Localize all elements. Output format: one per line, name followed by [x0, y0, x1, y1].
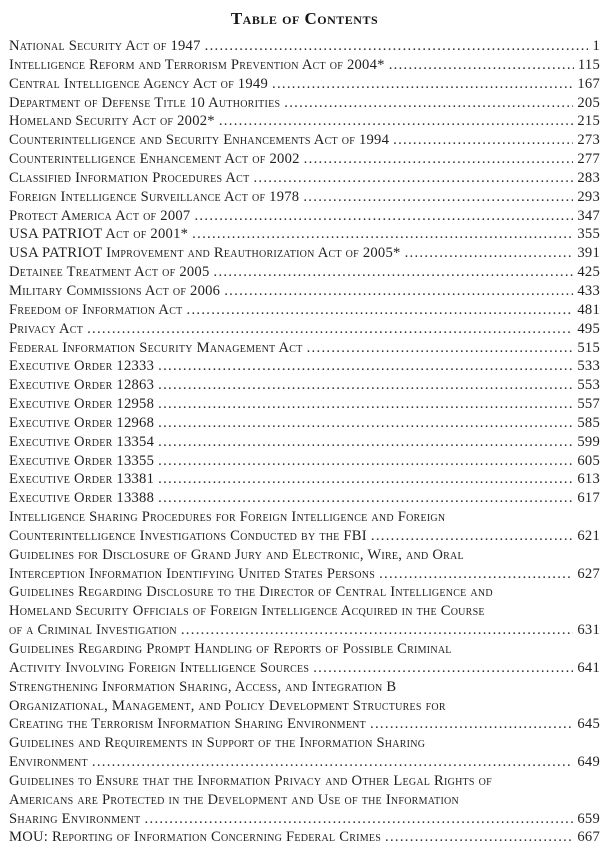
dot-leader [272, 75, 573, 94]
toc-entry [9, 470, 600, 489]
dot-leader [219, 112, 574, 131]
toc-page-number: 557 [577, 396, 600, 413]
dot-leader [370, 715, 573, 734]
toc-entry [9, 207, 600, 226]
dot-leader [284, 94, 573, 113]
toc-entry-line [9, 94, 600, 113]
toc-page-number: 641 [577, 659, 600, 676]
toc-entry [9, 508, 600, 546]
toc-page-number: 273 [577, 132, 600, 149]
toc-entry [9, 546, 600, 584]
dot-leader [253, 169, 573, 188]
toc-entry-line: Guidelines to Ensure that the Information Privacy and Other Legal Rights of [9, 772, 492, 789]
toc-entry-line [9, 433, 600, 452]
toc-entry-line [9, 37, 600, 56]
dot-leader [205, 37, 589, 56]
toc-entry-line [9, 339, 600, 358]
toc-entry [9, 489, 600, 508]
toc-entry-title: Homeland Security Act of 2002* [9, 113, 215, 130]
toc-entry [9, 640, 600, 678]
toc-entry [9, 150, 600, 169]
dot-leader [92, 753, 573, 772]
toc-page-number: 205 [577, 94, 600, 111]
toc-entry-line: Guidelines Regarding Prompt Handling of Reports of Possible Criminal [9, 641, 452, 657]
toc-entry-title: Executive Order 12958 [9, 396, 155, 413]
toc-entry-title: Executive Order 12863 [9, 377, 155, 394]
toc-entry-line [9, 244, 600, 263]
toc-page-number: 277 [577, 151, 600, 168]
toc-entry-line [9, 301, 600, 320]
dot-leader [389, 56, 574, 75]
toc-page-number: 613 [577, 471, 600, 488]
toc-entry-line [9, 56, 600, 75]
toc-entry [9, 395, 600, 414]
dot-leader [393, 131, 573, 150]
toc-entry [9, 433, 600, 452]
dot-leader [145, 810, 574, 829]
toc-entry [9, 282, 600, 301]
toc-entry-title: Federal Information Security Management Act [9, 339, 303, 356]
toc-page-number: 347 [577, 207, 600, 224]
toc-entry-line [9, 489, 600, 508]
dot-leader [385, 828, 573, 847]
dot-leader [313, 659, 573, 678]
toc-entry-line [9, 414, 600, 433]
toc-entry-title: Interception Information Identifying United States Persons [9, 565, 376, 582]
toc-entry-line: Guidelines and Requirements in Support of the Information Sharing [9, 735, 426, 752]
toc-entry-line [9, 810, 600, 829]
toc-page-number: 515 [577, 339, 600, 356]
toc-entry [9, 75, 600, 94]
toc-entry-title: Executive Order 12333 [9, 358, 155, 375]
toc-entry-line [9, 376, 600, 395]
toc-entry-line [9, 828, 600, 847]
toc-entry [9, 583, 600, 640]
dot-leader [307, 339, 574, 358]
toc-entry [9, 244, 600, 263]
toc-entry-title: Foreign Intelligence Surveillance Act of 1978 [9, 188, 300, 205]
toc-entry-title: Counterintelligence Enhancement Act of 2002 [9, 151, 300, 168]
toc-entry-line: Organizational, Management, and Policy Development Structures for [9, 697, 446, 714]
toc-page-number: 293 [577, 188, 600, 205]
toc-page-number: 645 [577, 716, 600, 733]
toc-entry [9, 320, 600, 339]
toc-entry-title: Military Commissions Act of 2006 [9, 282, 221, 299]
toc-entry-line [9, 659, 600, 678]
dot-leader [224, 282, 573, 301]
toc-entry-line [9, 225, 600, 244]
dot-leader [158, 452, 573, 471]
toc-entry-line [9, 320, 600, 339]
toc-entry [9, 131, 600, 150]
dot-leader [158, 395, 573, 414]
toc-page-number: 605 [577, 452, 600, 469]
toc-entry-line [9, 207, 600, 226]
toc-entry-title: Classified Information Procedures Act [9, 169, 250, 186]
toc-entry-title: Intelligence Reform and Terrorism Prevention Act of 2004* [9, 56, 385, 73]
toc-entry-title: Activity Involving Foreign Intelligence Sources [9, 659, 310, 676]
toc-page-number: 283 [577, 169, 600, 186]
toc-entry-line [9, 395, 600, 414]
toc-entry-title: MOU: Reporting of Information Concerning Federal Crimes [9, 829, 382, 846]
toc-entry-line [9, 565, 600, 584]
toc-entry-line [9, 527, 600, 546]
toc-entry-title: Executive Order 13355 [9, 452, 155, 469]
toc-entry-title: USA PATRIOT Act of 2001* [9, 226, 189, 243]
toc-entry [9, 169, 600, 188]
toc-page-number: 533 [577, 358, 600, 375]
toc-entry-line [9, 357, 600, 376]
toc-entry-line: Strengthening Information Sharing, Access, and Integration B [9, 678, 397, 695]
toc-entry-title: Environment [9, 754, 88, 771]
toc-entry-line: Guidelines Regarding Disclosure to the Director of Central Intelligence and [9, 584, 493, 601]
toc-entry-line [9, 753, 600, 772]
toc-page-number: 391 [577, 245, 600, 262]
toc-entry-line [9, 263, 600, 282]
toc-entry-line [9, 470, 600, 489]
toc-entry [9, 414, 600, 433]
toc-page-number: 599 [577, 433, 600, 450]
toc-entry [9, 94, 600, 113]
toc-page-number: 667 [577, 829, 600, 846]
toc-entry [9, 112, 600, 131]
dot-leader [214, 263, 574, 282]
toc-entry-title: Department of Defense Title 10 Authorities [9, 94, 281, 111]
toc-entry-title: Counterintelligence Investigations Conducted by the FBI [9, 527, 367, 544]
toc-entry [9, 452, 600, 471]
dot-leader [303, 188, 573, 207]
dot-leader [371, 527, 573, 546]
toc-entry-title: Freedom of Information Act [9, 301, 183, 318]
toc-page-number: 167 [577, 75, 600, 92]
toc-page-number: 553 [577, 377, 600, 394]
dot-leader [87, 320, 573, 339]
toc-entry-title: National Security Act of 1947 [9, 38, 201, 54]
toc-entry-title: Executive Order 12968 [9, 414, 155, 431]
toc-entry-title: Creating the Terrorism Information Sharing Environment [9, 716, 367, 733]
toc-entry-line: Americans are Protected in the Development and Use of the Information [9, 791, 459, 808]
toc-entry [9, 772, 600, 829]
toc-page-number: 115 [577, 56, 600, 73]
toc-entry-title: Detainee Treatment Act of 2005 [9, 264, 210, 281]
toc-page-number: 617 [577, 490, 600, 507]
dot-leader [158, 376, 573, 395]
toc-entry [9, 734, 600, 772]
toc-entry [9, 678, 600, 735]
toc-page-number: 659 [577, 810, 600, 827]
toc-entry-title: Sharing Environment [9, 810, 141, 827]
toc-page-number: 495 [577, 320, 600, 337]
toc-page-number: 585 [577, 414, 600, 431]
dot-leader [158, 357, 573, 376]
dot-leader [405, 244, 574, 263]
toc-entry [9, 225, 600, 244]
toc-entry-title: USA PATRIOT Improvement and Reauthorization Act of 2005* [9, 245, 401, 262]
dot-leader [158, 489, 573, 508]
toc-entry-line [9, 715, 600, 734]
toc-entry-title: Privacy Act [9, 320, 84, 337]
dot-leader [304, 150, 574, 169]
toc-entry-line: Intelligence Sharing Procedures for Foreign Intelligence and Foreign [9, 509, 446, 526]
toc-entry-line [9, 169, 600, 188]
toc-entry-line [9, 452, 600, 471]
page-title: Table of Contents [230, 9, 379, 28]
toc-entry [9, 828, 600, 847]
dot-leader [379, 565, 573, 584]
toc-entry-title: Executive Order 13381 [9, 471, 155, 488]
toc-entry-title: of a Criminal Investigation [9, 622, 177, 639]
toc-entry [9, 263, 600, 282]
toc-entry [9, 339, 600, 358]
toc-page-number: 649 [577, 754, 600, 771]
toc-list [9, 37, 600, 847]
toc-entry [9, 37, 600, 56]
toc-entry-line [9, 75, 600, 94]
toc-entry [9, 357, 600, 376]
dot-leader [187, 301, 574, 320]
toc-page-number: 621 [577, 527, 600, 544]
toc-page-number: 631 [577, 622, 600, 639]
dot-leader [192, 225, 573, 244]
toc-entry-title: Central Intelligence Agency Act of 1949 [9, 75, 268, 92]
toc-entry-line [9, 131, 600, 150]
toc-entry-line [9, 621, 600, 640]
toc-entry-line [9, 188, 600, 207]
toc-page-number: 425 [577, 264, 600, 281]
toc-entry-title: Counterintelligence and Security Enhancements Act of 1994 [9, 132, 390, 149]
toc-entry [9, 301, 600, 320]
toc-page-number: 215 [577, 113, 600, 130]
toc-page-number: 1 [592, 38, 600, 54]
toc-entry [9, 56, 600, 75]
toc-entry-title: Executive Order 13354 [9, 433, 155, 450]
toc-page-number: 355 [577, 226, 600, 243]
dot-leader [158, 470, 573, 489]
toc-entry [9, 188, 600, 207]
dot-leader [181, 621, 574, 640]
dot-leader [158, 433, 573, 452]
toc-entry-line: Homeland Security Officials of Foreign Intelligence Acquired in the Course [9, 603, 485, 620]
toc-entry-title: Protect America Act of 2007 [9, 207, 191, 224]
toc-page-number: 433 [577, 282, 600, 299]
toc-page-number: 481 [577, 301, 600, 318]
toc-entry-line [9, 150, 600, 169]
toc-entry [9, 376, 600, 395]
toc-page-number: 627 [577, 565, 600, 582]
toc-entry-line [9, 112, 600, 131]
toc-entry-line: Guidelines for Disclosure of Grand Jury and Electronic, Wire, and Oral [9, 546, 464, 563]
toc-entry-line [9, 282, 600, 301]
toc-entry-title: Executive Order 13388 [9, 490, 155, 507]
dot-leader [158, 414, 573, 433]
dot-leader [194, 207, 573, 226]
